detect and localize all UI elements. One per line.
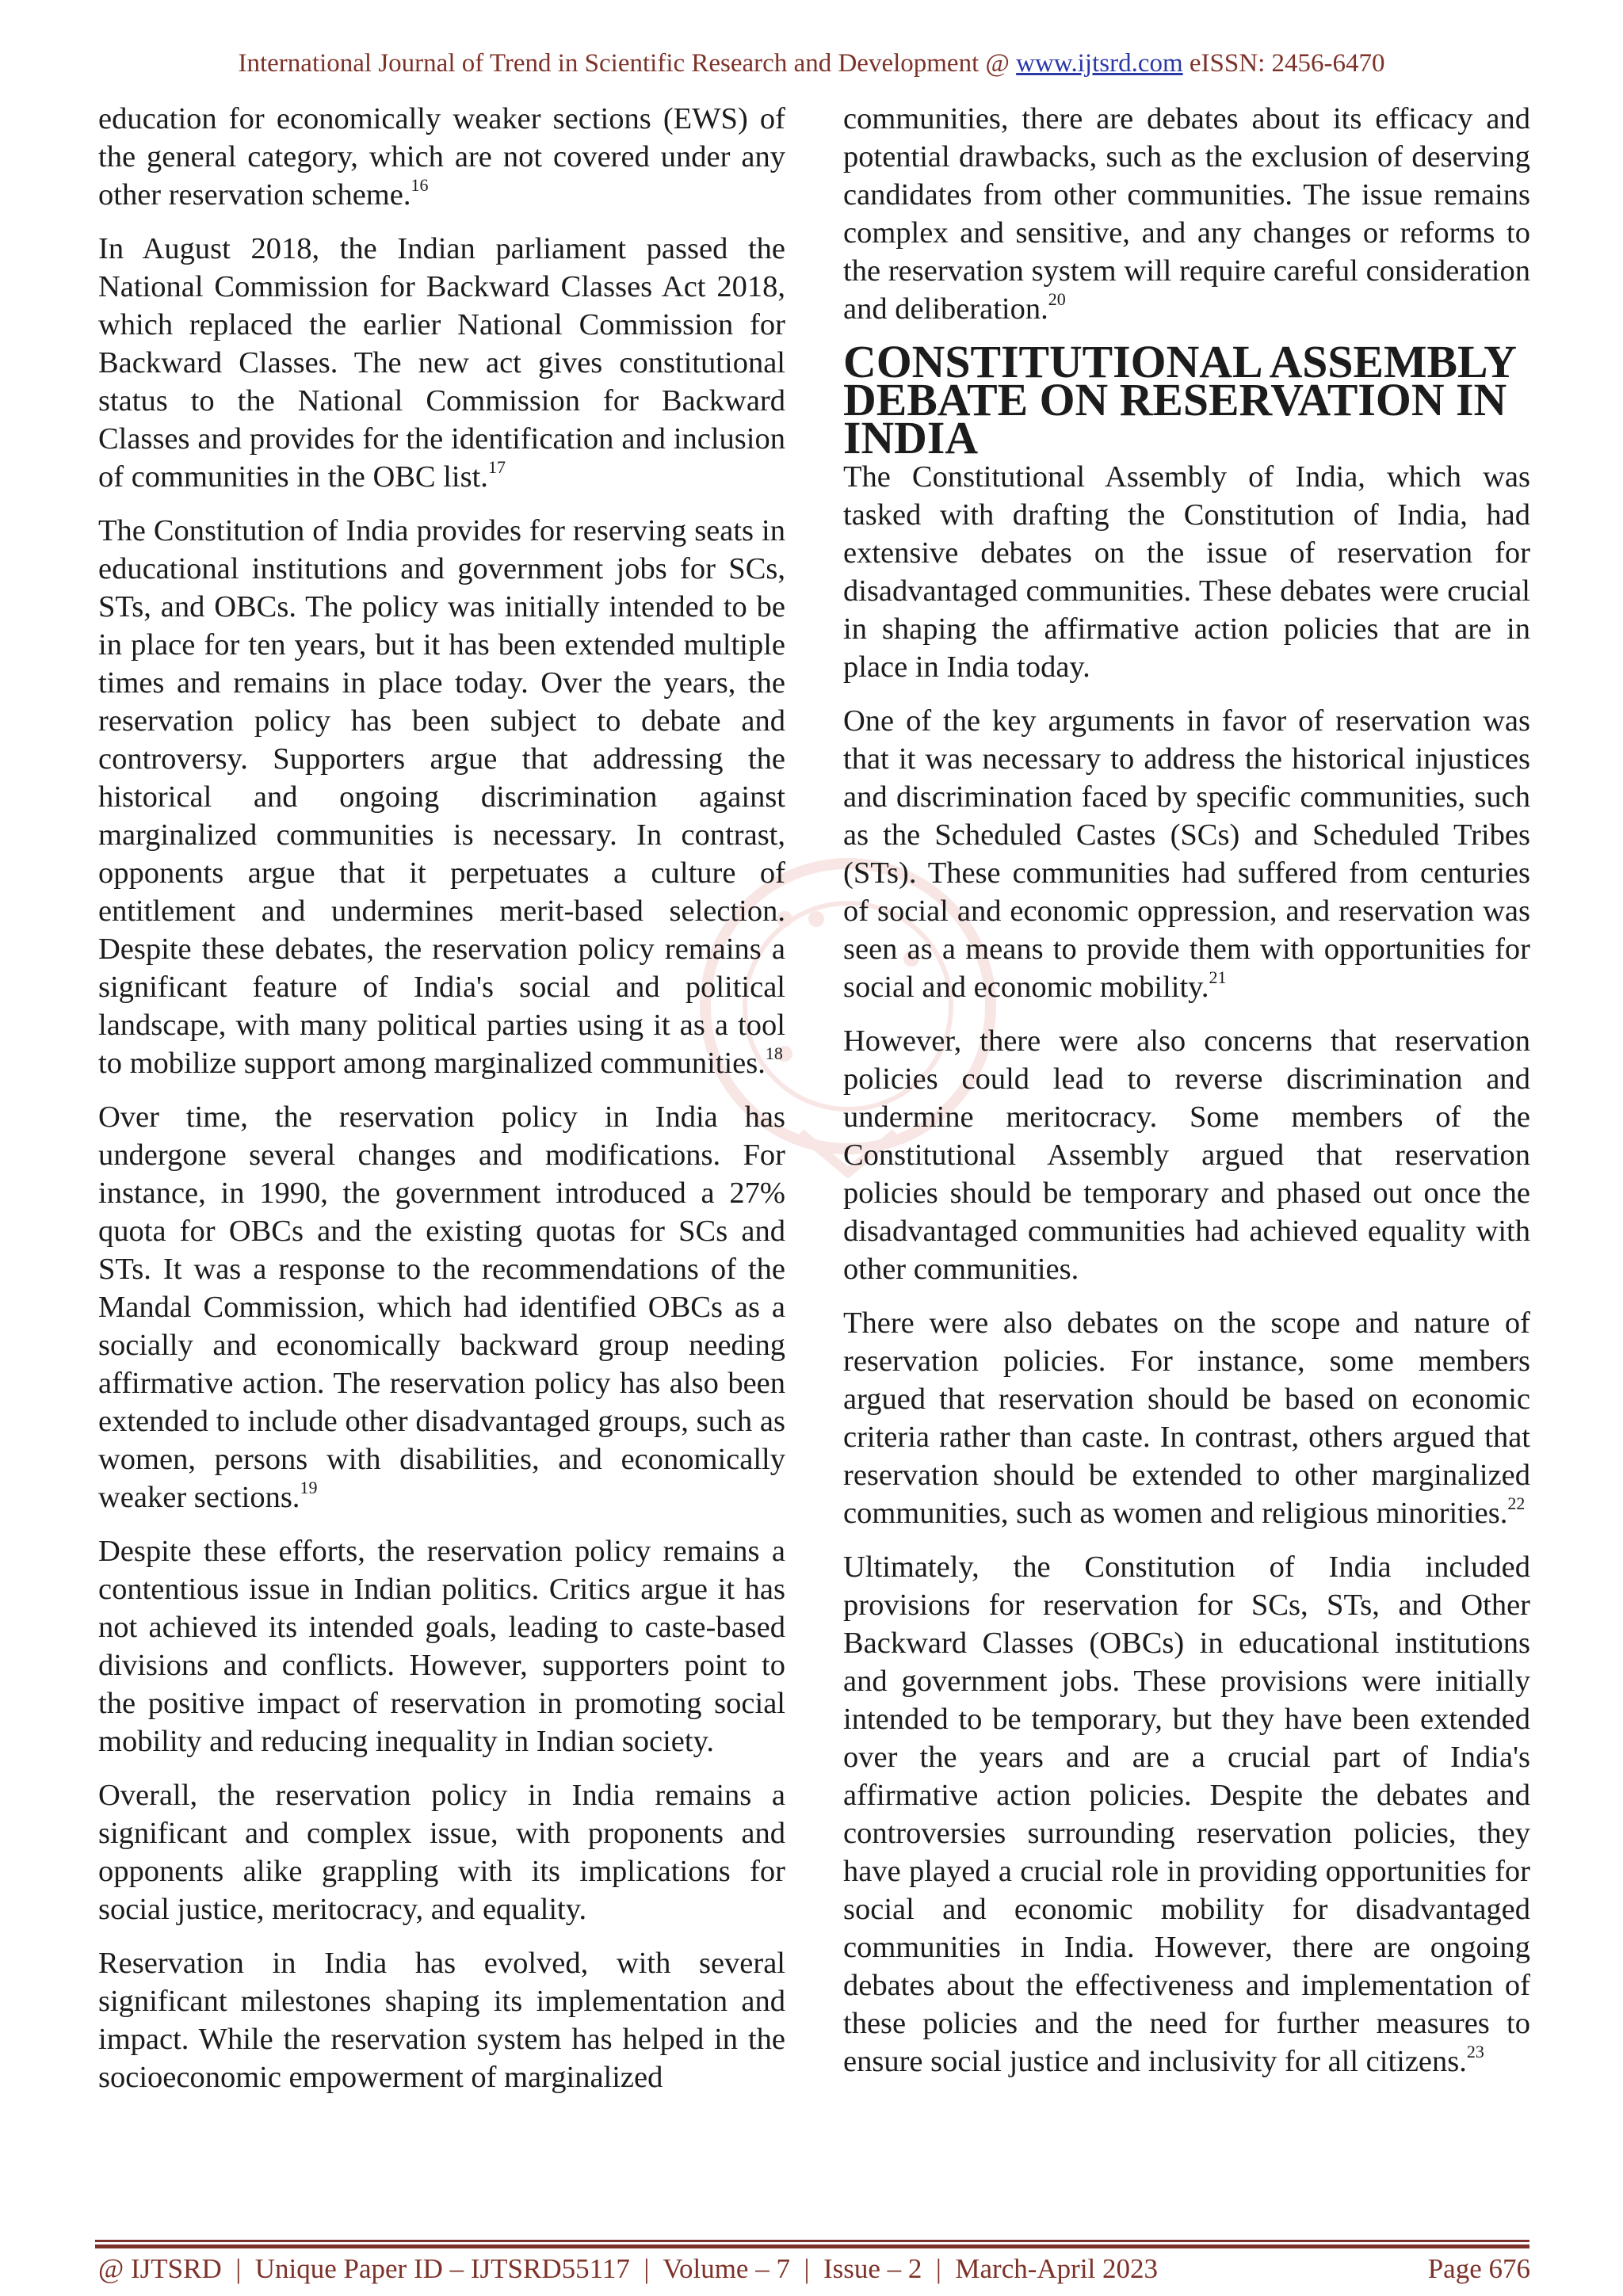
footnote-ref[interactable]: 19 — [300, 1478, 318, 1497]
section-heading: CONSTITUTIONAL ASSEMBLY DEBATE ON RESERVATION IN INDIA — [843, 338, 1515, 463]
paragraph: Despite these efforts, the reservation policy remains a contentious issue in Indian politics. Critics argue it has not achieved its intended goals, leading to caste-based divisions and conflicts. However, supporters point to the positive impact of reservation in promoting social mobility and reducing inequality in Indian society. — [98, 1535, 785, 1758]
footer-citation: @ IJTSRD | Unique Paper ID – IJTSRD55117 | Volume – 7 | Issue – 2 | March-April 2023 — [98, 2253, 1159, 2284]
footnote-ref[interactable]: 16 — [411, 175, 429, 195]
header-issn: eISSN: 2456-6470 — [1182, 49, 1385, 78]
footnote-ref[interactable]: 20 — [1048, 289, 1066, 309]
footnote-ref[interactable]: 22 — [1507, 1493, 1526, 1513]
footnote-ref[interactable]: 23 — [1466, 2042, 1484, 2061]
paragraph: Over time, the reservation policy in India has undergone several changes and modifications. For instance, in 1990, the government introduced a 27% quota for OBCs and the existing quotas for SCs and STs. It was a response to the recommendations of the Mandal Commission, which had identified OBCs as a socially and economically backward group needing affirmative action. The reservation policy has also been extended to include other disadvantaged groups, such as women, persons with disabilities, and economically weaker sections.$^{19}$ — [98, 1100, 785, 1514]
paragraph: However, there were also concerns that reservation policies could lead to reverse discrimination and undermine meritocracy. Some members of the Constitutional Assembly argued that reservation policies should be temporary and phased out once the disadvantaged communities had achieved equality with other communities. — [843, 1024, 1530, 1286]
paragraph: communities, there are debates about its efficacy and potential drawbacks, such as the exclusion of deserving candidates from other communities. The issue remains complex and sensitive, and any changes or reforms to the reservation system will require careful consideration and deliberation.$^{20}$ — [843, 102, 1530, 326]
footnote-ref[interactable]: 17 — [487, 457, 506, 477]
paragraph: The Constitutional Assembly of India, which was tasked with drafting the Constitution of India, had extensive debates on the issue of reservation for disadvantaged communities. These debates were crucial in shaping the affirmative action policies that are in place in India today. — [843, 460, 1530, 684]
page-number: Page 676 — [1427, 2253, 1530, 2284]
header-journal-name: International Journal of Trend in Scientific Research and Development @ — [238, 49, 1017, 78]
left-column — [98, 100, 785, 2112]
paragraph: Ultimately, the Constitution of India included provisions for reservation for SCs, STs, and Other Backward Classes (OBCs) in educational institutions and government jobs. These provisions were initially intended to be temporary, but they have been extended over the years and are a crucial part of India's affirmative action policies. Despite the debates and controversies surrounding reservation policies, they have played a crucial role in providing opportunities for social and economic mobility for disadvantaged communities in India. However, there are ongoing debates about the effectiveness and implementation of these policies and the need for further measures to ensure social justice and inclusivity for all citizens.$^{23}$ — [843, 1550, 1530, 2078]
paragraph: Overall, the reservation policy in India remains a significant and complex issue, with proponents and opponents alike grappling with its implications for social justice, meritocracy, and equality. — [98, 1779, 785, 1926]
paragraph: One of the key arguments in favor of reservation was that it was necessary to address the historical injustices and discrimination faced by specific communities, such as the Scheduled Castes (SCs) and Scheduled Tribes (STs). These communities had suffered from centuries of social and economic oppression, and reservation was seen as a means to provide them with opportunities for social and economic mobility.$^{21}$ — [843, 704, 1530, 1004]
running-footer — [98, 2252, 1530, 2288]
footer-rule-thick — [95, 2245, 1529, 2248]
right-column — [843, 100, 1530, 2096]
paragraph: education for economically weaker sections (EWS) of the general category, which are not covered under any other reservation scheme.$^{16}$ — [98, 102, 785, 212]
paragraph: In August 2018, the Indian parliament passed the National Commission for Backward Classes Act 2018, which replaced the earlier National Commission for Backward Classes. The new act gives constitutional status to the National Commission for Backward Classes and provides for the identification and inclusion of communities in the OBC list.$^{17}$ — [98, 232, 785, 494]
paragraph: There were also debates on the scope and nature of reservation policies. For instance, some members argued that reservation should be based on economic criteria rather than caste. In contrast, others argued that reservation should be extended to other marginalized communities, such as women and religious minorities.$^{22}$ — [843, 1306, 1530, 1530]
paragraph: Reservation in India has evolved, with several significant milestones shaping its implementation and impact. While the reservation system has helped in the socioeconomic empowerment of marginalized — [98, 1947, 785, 2094]
footnote-ref[interactable]: 21 — [1209, 967, 1227, 987]
paragraph: The Constitution of India provides for reserving seats in educational institutions and government jobs for SCs, STs, and OBCs. The policy was initially intended to be in place for ten years, but it has been extended multiple times and remains in place today. Over the years, the reservation policy has been subject to debate and controversy. Supporters argue that addressing the historical and ongoing discrimination against marginalized communities is necessary. In contrast, opponents argue that it perpetuates a culture of entitlement and undermines merit-based selection. Despite these debates, the reservation policy remains a significant feature of India's social and political landscape, with many political parties using it as a tool to mobilize support among marginalized communities.$^{18}$ — [98, 514, 785, 1080]
journal-website-link[interactable]: www.ijtsrd.com — [1016, 49, 1183, 78]
running-header — [0, 48, 1623, 79]
footer-rule-thin — [95, 2240, 1529, 2242]
footnote-ref[interactable]: 18 — [765, 1043, 783, 1063]
